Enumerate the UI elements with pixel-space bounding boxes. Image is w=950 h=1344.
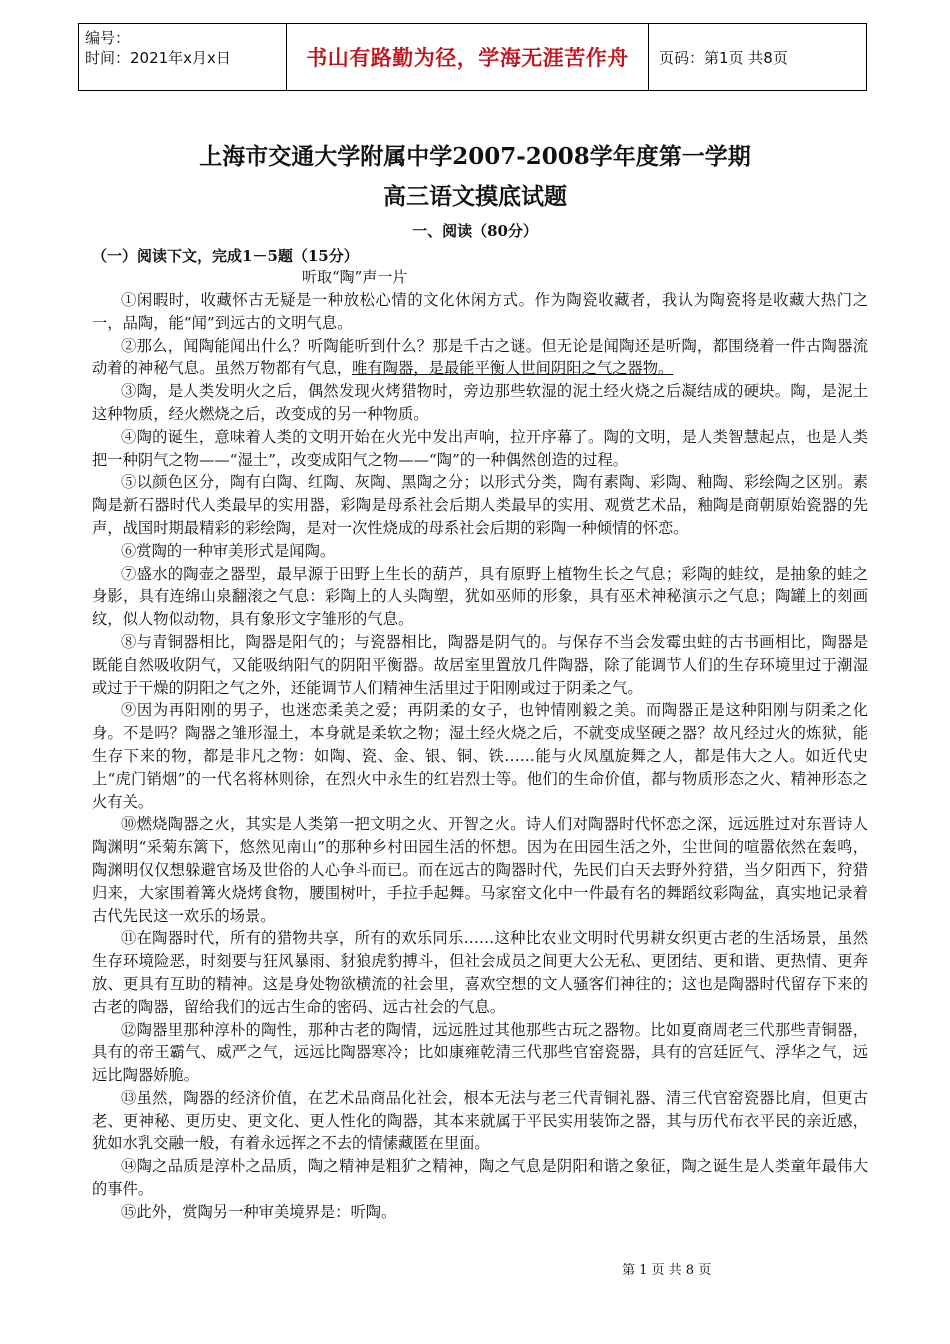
page-footer: 第 1 页 共 8 页 [622,1263,712,1278]
document-header [78,23,867,91]
paragraph-3: ③陶，是人类发明火之后，偶然发现火烤猎物时，旁边那些软湿的泥土经火烧之后凝结成的硬块。陶，是泥土这种物质，经火燃烧之后，改变成的另一种物质。 [92,382,868,423]
paragraph-10: ⑩燃烧陶器之火，其实是人类第一把文明之火、开智之火。诗人们对陶器时代怀恋之深，远远胜过对东晋诗人陶渊明“采菊东篱下，悠然见南山”的那种乡村田园生活的怀想。因为在田园生活之外，尘世间的喧嚣依然在轰鸣，陶渊明仅仅想躲避官场及世俗的人心争斗而已。而在远古的陶器时代，先民们白天去野外狩猎，当夕阳西下，狩猎归来，大家围着篝火烧烤食物，腰围树叶，手拉手起舞。马家窑文化中一件最有名的舞蹈纹彩陶盆，真实地记录着古代先民这一欢乐的场景。 [92,815,868,925]
paragraph-14: ⑭陶之品质是淳朴之品质，陶之精神是粗犷之精神，陶之气息是阴阳和谐之象征，陶之诞生是人类童年最伟大的事件。 [92,1157,868,1199]
paragraph-12: ⑫陶器里那种淳朴的陶性，那种古老的陶情，远远胜过其他那些古玩之器物。比如夏商周老三代那些青铜器，具有的帝王霸气、威严之气，远远比陶器寒冷；比如康雍乾清三代那些官窑瓷器，具有的宫廷匠气、浮华之气，远远比陶器娇脆。 [92,1020,868,1085]
paragraph-2 [92,335,868,381]
paragraph-13: ⑬虽然，陶器的经济价值，在艺术品商品化社会，根本无法与老三代青铜礼器、清三代官窑瓷器比肩，但更古老、更神秘、更历史、更文化、更人性化的陶器，其本来就属于平民实用装饰之器，其与历代布衣平民的亲近感，犹如水乳交融一般，有着永远挥之不去的情愫藏匿在里面。 [92,1088,868,1153]
passage-title: 听取“陶”声一片 [302,268,408,286]
time-label: 时间：2021年x月x日 [85,49,231,67]
underlined-sentence: 唯有陶器，是最能平衡人世间阴阳之气之器物。 [352,359,674,378]
paragraph-1: ①闲暇时，收藏怀古无疑是一种放松心情的文化休闲方式。作为陶瓷收藏者，我认为陶瓷将是收藏大热门之一，品陶，能“闻”到远古的文明气息。 [92,291,868,332]
paragraph-9: ⑨因为再阳刚的男子，也迷恋柔美之爱；再阴柔的女子，也钟情刚毅之美。而陶器正是这种阳刚与阴柔之化身。不是吗？陶器之雏形湿土，本身就是柔软之物；湿土经火烧之后，不就变成坚硬之器？故凡经过火的炼狱，能生存下来的物，都是非凡之物：如陶、瓷、金、银、铜、铁……能与火凤凰旋舞之人，都是伟大之人。如近代史上“虎门销烟”的一代名将林则徐，在烈火中永生的红岩烈士等。他们的生命价值，都与物质形态之火、精神形态之火有关。 [92,701,868,811]
passage-body [92,289,868,1224]
header-page-info: 页码：第1页 共8页 [659,48,788,67]
paragraph-5: ⑤以颜色区分，陶有白陶、红陶、灰陶、黑陶之分；以形式分类，陶有素陶、彩陶、釉陶、彩绘陶之区别。素陶是新石器时代人类最早的实用器，彩陶是母系社会后期人类最早的实用、观赏艺术品，釉陶是商朝原始瓷器的先声，战国时期最精彩的彩绘陶，是对一次性烧成的母系社会后期的彩陶一种倾情的怀恋。 [92,473,868,537]
exam-title-line2: 高三语文摸底试题 [383,183,567,210]
exam-title-line1: 上海市交通大学附属中学2007-2008学年度第一学期 [199,143,751,170]
subsection-title: （一）阅读下文，完成1－5题（15分） [92,247,359,265]
paragraph-7: ⑦盛水的陶壶之器型，最早源于田野上生长的葫芦，具有原野上植物生长之气息；彩陶的蛙纹，是抽象的蛙之身影，具有连绵山泉翻滚之气息：彩陶上的人头陶塑，犹如巫师的形象，具有巫术神秘演示之气息；陶罐上的刻画纹，似人物似动物，具有象形文字雏形的气息。 [92,564,868,629]
number-label: 编号： [85,29,131,47]
paragraph-4: ④陶的诞生，意味着人类的文明开始在火光中发出声响，拉开序幕了。陶的文明，是人类智慧起点，也是人类把一种阴气之物——“湿土”，改变成阳气之物——“陶”的一种偶然创造的过程。 [92,427,868,469]
header-meta [79,24,287,90]
paragraph-11: ⑪在陶器时代，所有的猎物共享，所有的欢乐同乐……这种比农业文明时代男耕女织更古老的生活场景，虽然生存环境险恶，时刻要与狂风暴雨、豺狼虎豹搏斗，但社会成员之间更大公无私、更团结、更和谐、更热情、更奔放、更具有互助的精神。这是身处物欲横流的社会里，喜欢空想的文人骚客们神往的；这也是陶器时代留存下来的古老的陶器，留给我们的远古生命的密码、远古社会的气息。 [92,929,868,1016]
paragraph-15: ⑮此外，赏陶另一种审美境界是：听陶。 [121,1202,397,1221]
paragraph-2-text: ②那么，闻陶能闻出什么？听陶能听到什么？那是千古之谜。但无论是闻陶还是听陶，都围绕着一件古陶器流动着的神秘气息。虽然万物都有气息， [92,336,868,378]
header-motto: 书山有路勤为径，学海无涯苦作舟 [287,24,649,90]
paragraph-8: ⑧与青铜器相比，陶器是阳气的；与瓷器相比，陶器是阴气的。与保存不当会发霉虫蛀的古书画相比，陶器是既能自然吸收阴气，又能吸纳阳气的阴阳平衡器。故居室里置放几件陶器，除了能调节人们的生存环境里过于潮湿或过于干燥的阴阳之气之外，还能调节人们精神生活里过于阳刚或过于阴柔之气。 [92,632,868,697]
paragraph-6: ⑥赏陶的一种审美形式是闻陶。 [121,541,336,560]
section-title: 一、阅读（80分） [412,222,538,240]
